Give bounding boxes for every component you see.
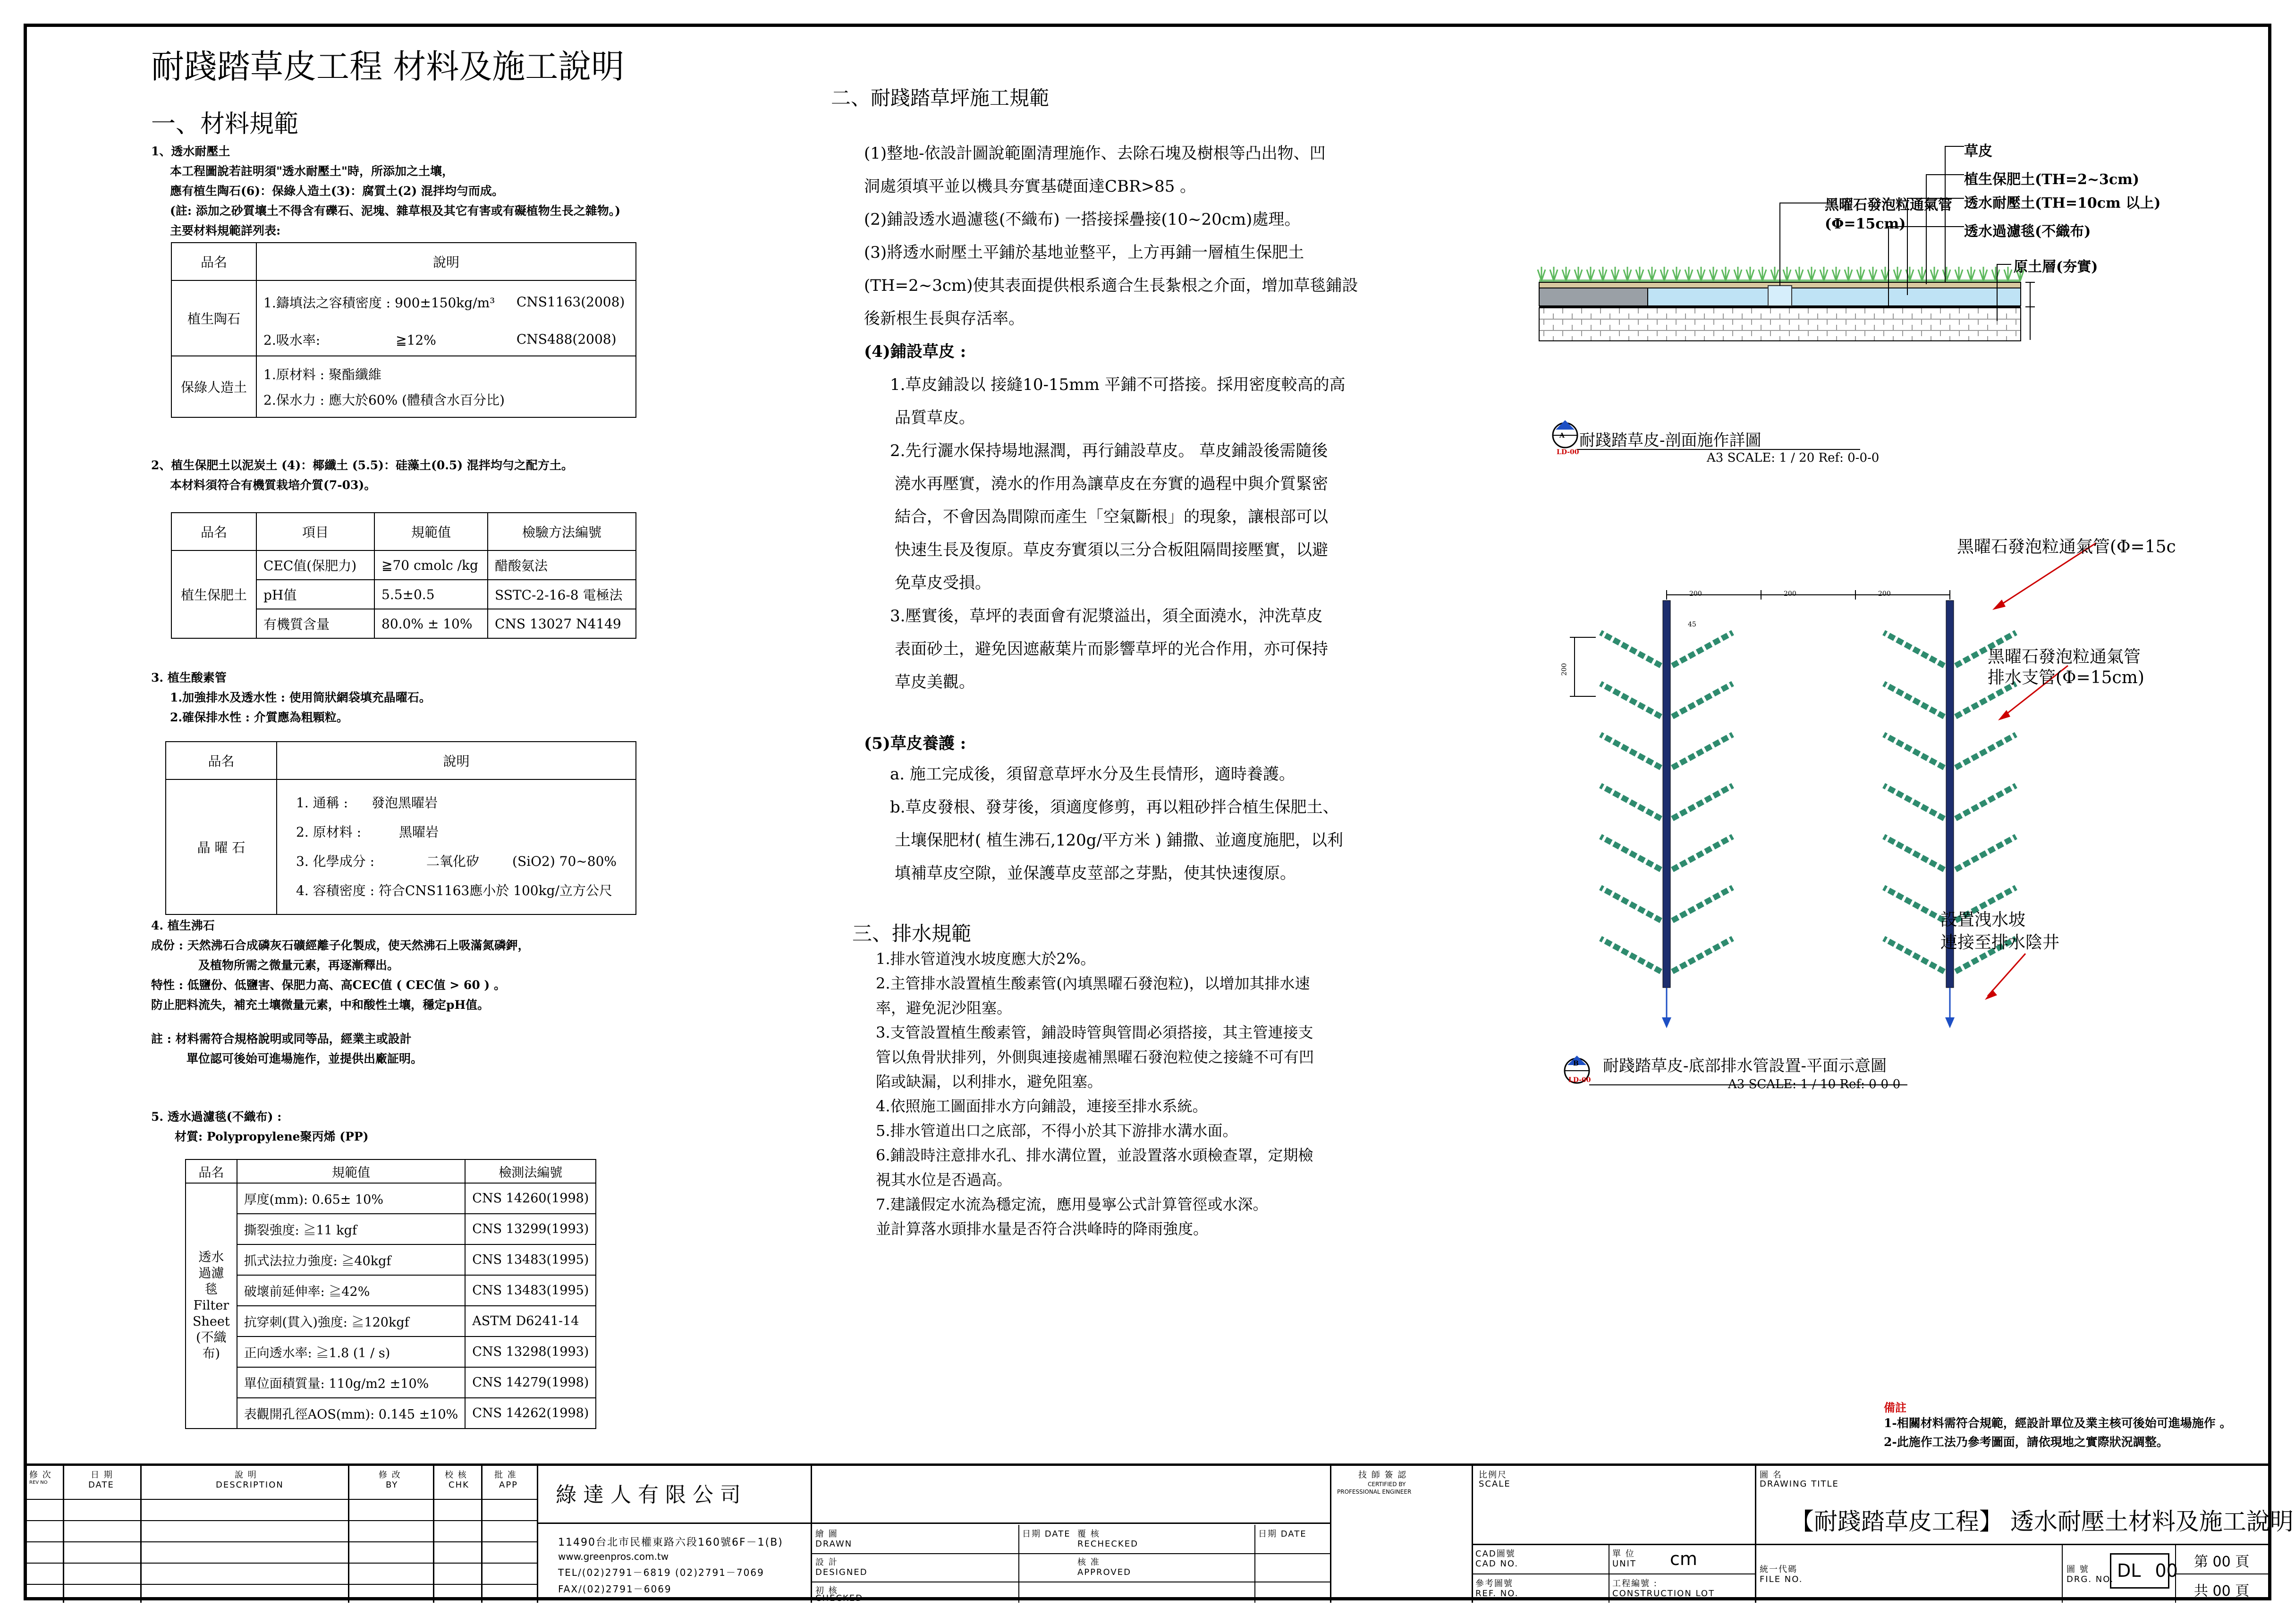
label-vent-pipe: 黑曜石發泡粒通氣管 (Φ=15cm) [1825, 197, 1952, 232]
original-soil-layer [1539, 308, 2021, 341]
tb-page-no: 第 00 頁 [2194, 1554, 2250, 1570]
label-vent-main: 黑曜石發泡粒通氣管(Φ=15c [1957, 537, 2176, 557]
tb-drg-en: DRG. NO. [2066, 1574, 2114, 1584]
tb-approved-en: APPROVED [1077, 1567, 1131, 1577]
branch-drain-pipe [1672, 684, 1733, 717]
label-permeable-soil: 透水耐壓土(TH=10cm 以上) [1964, 195, 2161, 211]
notes-body: 1-相關材料需符合規範，經設計單位及業主核可後始可進場施作 。 2-此施作工法乃參考圖面，請依現地之實際狀況調整。 [1884, 1416, 2232, 1449]
figure-b-drainage-plan [1549, 519, 2257, 1109]
label-fertile-soil: 植生保肥土(TH=2~3cm) [1964, 171, 2140, 188]
tb-fax: FAX/(02)2791－6069 [558, 1583, 672, 1595]
tb-rev-en: REV NO [29, 1480, 48, 1485]
branch-drain-pipe [1601, 837, 1661, 870]
label-filter-sheet: 透水過濾毯(不織布) [1964, 223, 2091, 240]
figure-a-scale: A3 SCALE: 1 / 20 Ref: 0-0-0 [1707, 451, 1880, 465]
tb-date3: 日期 DATE [1258, 1529, 1307, 1539]
document-title: 耐踐踏草皮工程 材料及施工說明 [151, 47, 625, 86]
branch-drain-pipe [1672, 939, 1733, 972]
figure-a-ref: LD-00 [1557, 448, 1579, 456]
tb-date-en: DATE [88, 1480, 114, 1490]
branch-drain-pipe [1601, 888, 1661, 921]
branch-drain-pipe [1672, 837, 1733, 870]
tb-desc-cn: 說 明 [235, 1470, 257, 1480]
branch-drain-pipe [1884, 939, 1944, 972]
tb-by-cn: 修 改 [379, 1470, 401, 1480]
tb-website: www.greenpros.com.tw [558, 1551, 669, 1562]
material3-text: 3. 植生酸素管 1.加強排水及透水性 : 使用筒狀網袋填充晶曜石。 2.確保排水性 : 介質應為粗顆粒。 [151, 671, 431, 724]
tb-lot-cn: 工程編號 : [1612, 1579, 1658, 1589]
branch-drain-pipe [1884, 837, 1944, 870]
figure-a-tag: A [1559, 432, 1565, 440]
tb-lot-en: CONSTRUCTION LOT [1612, 1589, 1715, 1599]
material5-text: 5. 透水過濾毯(不織布) : 材質: Polypropylene聚丙烯 (PP) [151, 1110, 369, 1143]
tb-drawn-cn: 繪 圖 [815, 1529, 838, 1539]
tb-date2: 日期 DATE [1022, 1529, 1071, 1539]
tb-file-en: FILE NO. [1760, 1574, 1803, 1584]
branch-drain-pipe [1956, 837, 2016, 870]
section3-steps: 1.排水管道洩水坡度應大於2%。 2.主管排水設置植生酸素管(內填黑曜石發泡粒)，以增加其排水速 率，避免泥沙阻塞。 3.支管設置植生酸素管，鋪設時管與管間必須搭接，其主管連接支 管以魚骨狀排列，外側與連接處補黑曜石發泡粒使之接縫不可有凹 陷或缺漏，以利排水，避免阻塞。 4.依照施工圖面排水方向鋪設，連接至排水系統。 5.排水管道出口之底部，不得小於其下游排水溝水面。 6.鋪設時注意排水孔、排水溝位置，並設置落水頭檢查罩，定期檢 視其水位是否過高。 7.建議假定水流為穩定流，應用曼寧公式計算管徑或水深。 並計算落水頭排水量是否符合洪峰時的降雨強度。 [876, 950, 1314, 1238]
tb-company: 綠 達 人 有 限 公 司 [556, 1483, 741, 1507]
tb-scale-cn: 比例尺 [1479, 1470, 1507, 1480]
branch-drain-pipe [1601, 633, 1661, 666]
table-obsidian: 品名 說明 晶 曜 石 1. 通稱 : 發泡黑曜岩 2. 原材料 : 黑曜岩 3. 化學成分 : 二氧化矽 (SiO2) 70~80% 4. 容積密度 : 符合CNS1163應小於 100kg/立方公尺 [165, 741, 636, 915]
tb-checked-en: CHECKED [815, 1593, 864, 1603]
table-soil: 品名 項目 規範值 檢驗方法編號 植生保肥土 CEC值(保肥力) ≧70 cmolc /kg 醋酸氨法 pH值 5.5±0.5 SSTC-2-16-8 電極法 有機質含量 80.0% ± 10% CNS 13027 N4149 [171, 512, 636, 639]
section2-sod-steps: 1.草皮鋪設以 接縫10-15mm 平鋪不可搭接。採用密度較高的高 品質草皮。 2.先行灑水保持場地濕潤，再行鋪設草皮。 草皮鋪設後需隨後 澆水再壓實，澆水的作用為讓草皮在夯實的過程中與介質緊密 結合，不會因為間隙而產生「空氣斷根」的現象，讓根部可以 快速生長及復原。草皮夯實須以三分合板阻隔間接壓實，以避 免草皮受損。 3.壓實後，草坪的表面會有泥漿溢出，須全面澆水，沖洗草皮 表面砂土，避免因遮蔽葉片而影響草坪的光合作用，亦可保持 草皮美觀。 [890, 375, 1346, 692]
label-drain-slope: 設置洩水坡 連接至排水陰井 [1940, 910, 2060, 952]
main-drain-pipe [1663, 601, 1670, 988]
tb-approved-cn: 核 准 [1077, 1557, 1100, 1567]
material1-text: 1、透水耐壓土 本工程圖說若註明須"透水耐壓土"時，所添加之土壤， 應有植生陶石(6)：保綠人造土(3)：腐質土(2) 混拌均勻而成。 (註: 添加之砂質壤土不得含有礫石、泥塊、雜草根及其它有害或有礙植物生長之雜物。) 主要材料規範詳列表: [151, 144, 621, 237]
tb-rechecked-cn: 覆 核 [1077, 1529, 1100, 1539]
tb-pe-cn: 技 師 簽 認 [1358, 1470, 1407, 1480]
figure-b-tag: B [1573, 1060, 1579, 1067]
dim-angle: 45 [1688, 621, 1696, 628]
tb-tel: TEL/(02)2791－6819 (02)2791－7069 [558, 1567, 764, 1578]
branch-drain-pipe [1672, 888, 1733, 921]
figure-a-title: 耐踐踏草皮-剖面施作詳圖 [1579, 431, 1761, 450]
tb-cad-cn: CAD圖號 [1475, 1549, 1516, 1559]
flow-arrowhead [1662, 1017, 1671, 1028]
tb-desc-en: DESCRIPTION [216, 1480, 284, 1490]
branch-drain-pipe [1672, 633, 1733, 666]
branch-drain-pipe [1884, 684, 1944, 717]
dim-200-c: 200 [1878, 590, 1891, 598]
tb-cad-en: CAD NO. [1475, 1559, 1519, 1569]
section2-care-heading: (5)草皮養護 : [864, 734, 966, 753]
branch-drain-pipe [1601, 684, 1661, 717]
tb-drawn-en: DRAWN [815, 1539, 853, 1549]
branch-drain-pipe [1884, 735, 1944, 768]
figure-b-title: 耐踐踏草皮-底部排水管設置-平面示意圖 [1603, 1057, 1887, 1075]
section2-steps: (1)整地-依設計圖說範圍清理施作、去除石塊及樹根等凸出物、凹 洞處須填平並以機具夯實基礎面達CBR>85 。 (2)鋪設透水過濾毯(不織布) 一搭接採疊接(10~20cm)處理。 (3)將透水耐壓土平鋪於基地並整平，上方再鋪一層植生保肥土 (TH=2~3cm)使其表面提供根系適合生長紮根之介面，增加草毯鋪設 後新根生長與存活率。 (4)鋪設草皮 : [864, 144, 1358, 361]
tb-address: 11490台北市民權東路六段160號6F－1(B) [558, 1537, 783, 1548]
tb-scale-en: SCALE [1479, 1479, 1511, 1489]
tb-by-en: BY [386, 1480, 398, 1490]
tb-drawing-title-en: DRAWING TITLE [1760, 1479, 1839, 1489]
flow-arrowhead [1945, 1017, 1955, 1028]
tb-designed-cn: 設 計 [815, 1557, 838, 1567]
tb-page-total: 共 00 頁 [2194, 1583, 2250, 1599]
branch-drain-pipe [1884, 786, 1944, 819]
tb-app-cn: 批 准 [494, 1470, 517, 1480]
figure-b-ref: LD-00 [1568, 1076, 1591, 1084]
branch-drain-pipe [1884, 888, 1944, 921]
tb-drawing-title-value: 【耐踐踏草皮工程】 透水耐壓土材料及施工說明 [1790, 1508, 2294, 1535]
tb-checked-cn: 初 核 [815, 1586, 838, 1596]
dim-200-a: 200 [1689, 590, 1702, 598]
tb-designed-en: DESIGNED [815, 1567, 868, 1577]
material4-text: 4. 植生沸石 成份 : 天然沸石合成磷灰石礦經離子化製成，使天然沸石上吸滿氮磷鉀， 及植物所需之微量元素，再逐漸釋出。 特性 : 低鹽份、低鹽害、保肥力高、高CEC值 ( CEC值 > 60 ) 。 防止肥料流失，補充土壤微量元素，中和酸性土壤，穩定pH值。 註 : 材料需符合規格說明或同等品，經業主或設計 單位認可後始可進場施作，並提供出廠証明。 [151, 919, 530, 1066]
material2-text: 2、植生保肥土以泥炭土 (4)：椰纖土 (5.5)：硅藻土(0.5) 混拌均勻之配方土。 本材料須符合有機質栽培介質(7-03)。 [151, 458, 573, 492]
branch-drain-pipe [1956, 735, 2016, 768]
title-block [27, 1463, 2294, 1603]
tb-unit-en: UNIT [1612, 1559, 1636, 1569]
branch-drain-pipe [1601, 939, 1661, 972]
tb-unit-value: cm [1670, 1548, 1697, 1569]
tb-rev-cn: 修 次 [29, 1470, 52, 1480]
table-filter-sheet: 品名 規範值 檢測法編號 透水過濾毯 Filter Sheet (不織布) 厚度(mm): 0.65± 10% CNS 14260(1998) 撕裂強度: ≧11 kgf CNS 13299(1993) 抓式法拉力強度: ≧40kgf CNS 13483(1995) 破壞前延伸率: ≧42% CNS 13483(1995) 抗穿刺(貫入)強度: ≧120kgf ASTM D6241-14 正向透水率: ≧1.8 (1 / s) CNS 13298(1993) 單位面積質量: 110g/m2 ±10% CNS 14279(1998) 表觀開孔徑AOS(mm): 0.145 ±10% CNS 14262(1998) [185, 1159, 596, 1429]
dim-200-b: 200 [1784, 590, 1796, 598]
section1-heading: 一、材料規範 [151, 110, 299, 138]
vent-pipe-section [1768, 286, 1792, 306]
tb-file-cn: 統一代碼 [1760, 1565, 1797, 1574]
tb-drawing-title-cn: 圖 名 [1760, 1470, 1782, 1480]
dim-200-d: 200 [1560, 663, 1568, 676]
branch-drain-pipe [1672, 786, 1733, 819]
tb-drg-number: DL 00 [2110, 1553, 2169, 1589]
label-branch-pipe: 黑曜石發泡粒通氣管 排水支管(Φ=15cm) [1988, 647, 2144, 687]
label-original-soil: 原土層(夯實) [2014, 259, 2098, 275]
label-grass: 草皮 [1964, 143, 1992, 160]
tb-ref-cn: 參考圖號 [1475, 1579, 1513, 1589]
figure-b-scale: A3 SCALE: 1 / 10 Ref: 0-0-0 [1728, 1077, 1901, 1091]
branch-drain-pipe [1601, 786, 1661, 819]
section2-care-steps: a. 施工完成後，須留意草坪水分及生長情形，適時養護。 b.草皮發根、發芽後，須適度修剪，再以粗砂拌合植生保肥土、 土壤保肥材( 植生沸石,120g/平方米 ) 鋪撒、並適度施肥，以利 填補草皮空隙，並保護草皮莖部之芽點，使其快速復原。 [890, 765, 1343, 883]
section2-heading: 二、耐踐踏草坪施工規範 [831, 86, 1050, 110]
tb-chk-en: CHK [449, 1480, 469, 1490]
branch-drain-pipe [1884, 633, 1944, 666]
notes-heading: 備註 [1884, 1401, 1906, 1414]
tb-date-cn: 日 期 [91, 1470, 113, 1480]
branch-drain-pipe [1956, 786, 2016, 819]
tb-unit-cn: 單 位 [1612, 1549, 1635, 1559]
tb-pe-en2: PROFESSIONAL ENGINEER [1337, 1489, 1412, 1495]
tb-chk-cn: 校 核 [445, 1470, 467, 1480]
tb-app-en: APP [499, 1480, 518, 1490]
grass-layer [1538, 267, 2024, 281]
table-ceramsite: 品名 說明 植生陶石 1.鑄填法之容積密度 : 900±150kg/m³ CNS1163(2008) 2.吸水率: ≧12% CNS488(2008) 保綠人造土 1.原材料 : 聚酯纖維 2.保水力 : 應大於60% (體積含水百分比) [171, 242, 636, 418]
section3-heading: 三、排水規範 [852, 922, 972, 945]
tb-rechecked-en: RECHECKED [1077, 1539, 1138, 1549]
branch-drain-pipe [1601, 735, 1661, 768]
tb-ref-en: REF. NO. [1475, 1589, 1519, 1599]
tb-drg-cn: 圖 號 [2066, 1565, 2089, 1574]
branch-drain-pipe [1672, 735, 1733, 768]
tb-pe-en1: CERTIFIED BY [1368, 1481, 1406, 1488]
